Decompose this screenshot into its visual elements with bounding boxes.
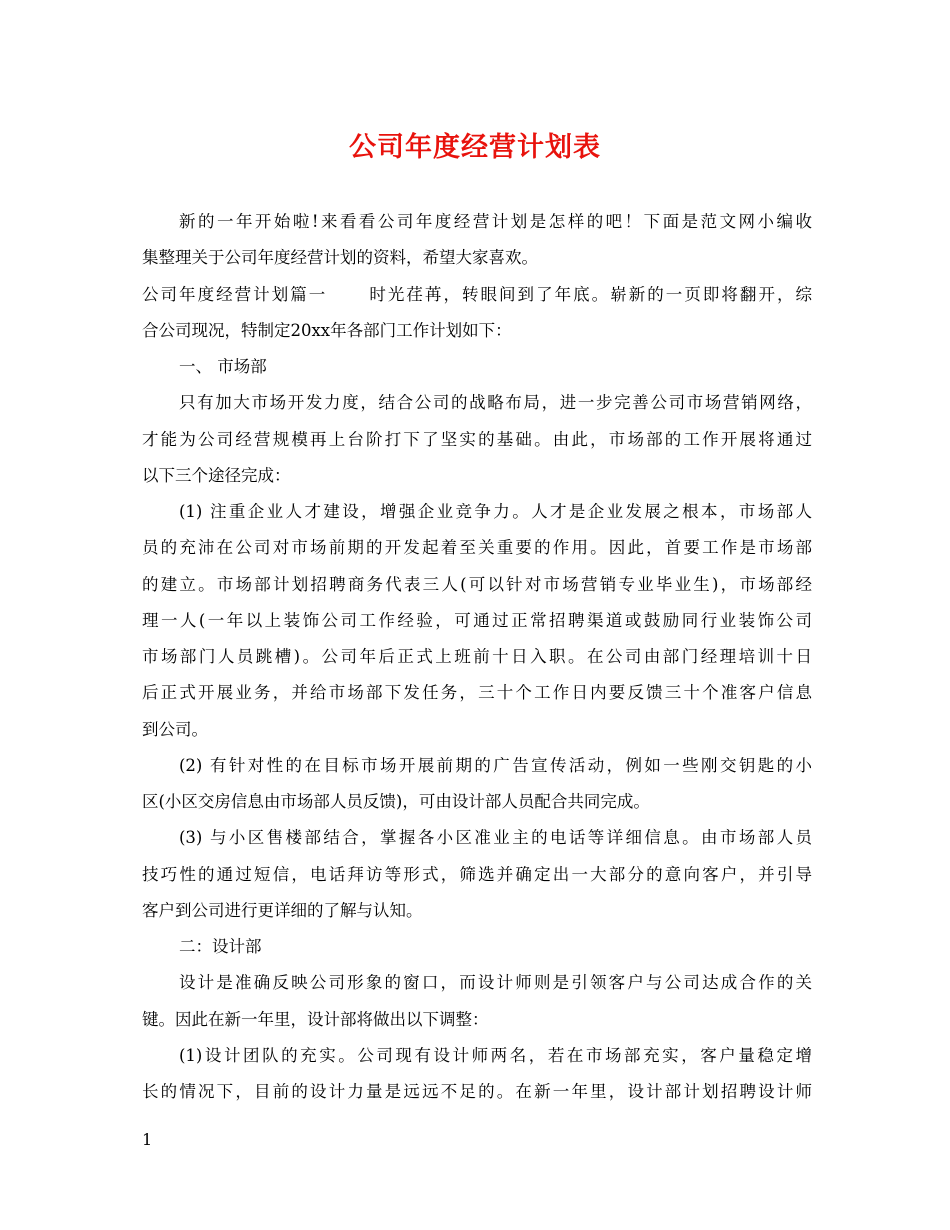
paragraph-line: 才能为公司经营规模再上台阶打下了坚实的基础。由此，市场部的工作开展将通过 [142,429,812,449]
paragraph-line: 区(小区交房信息由市场部人员反馈)，可由设计部人员配合共同完成。 [142,792,650,811]
paragraph-line: 员的充沛在公司对市场前期的开发起着至关重要的作用。因此，首要工作是市场部 [142,538,812,558]
paragraph-line: 设计是准确反映公司形象的窗口，而设计师则是引领客户与公司达成合作的关 [179,973,812,993]
page-number: 1 [142,1130,153,1149]
paragraph-line: (3) 与小区售楼部结合，掌握各小区准业主的电话等详细信息。由市场部人员 [179,828,812,848]
paragraph-line: (1) 注重企业人才建设，增强企业竞争力。人才是企业发展之根本，市场部人 [179,502,812,521]
document-title: 公司年度经营计划表 [349,132,601,163]
paragraph-line: 合公司现况，特制定20xx年各部门工作计划如下： [142,320,512,340]
section-heading: 二：设计部 [179,937,262,956]
paragraph-line: 市场部门人员跳槽)。公司年后正式上班前十日入职。在公司由部门经理培训十日 [142,647,812,666]
section-heading: 公司年度经营计划篇一 [142,284,328,304]
paragraph-line: 长的情况下，目前的设计力量是远远不足的。在新一年里，设计部计划招聘设计师 [142,1082,812,1101]
paragraph-line: 集整理关于公司年度经营计划的资料，希望大家喜欢。 [142,248,538,268]
paragraph-line: 只有加大市场开发力度，结合公司的战略布局，进一步完善公司市场营销网络， [179,393,812,413]
paragraph-line: 以下三个途径完成： [142,465,291,485]
paragraph-line: 到公司。 [142,719,208,739]
paragraph-line: 的建立。市场部计划招聘商务代表三人(可以针对市场营销专业毕业生)，市场部经 [142,574,812,594]
paragraph-line: 理一人(一年以上装饰公司工作经验，可通过正常招聘渠道或鼓励同行业装饰公司 [142,610,812,630]
document-body [142,204,812,1110]
paragraph-line: 新的一年开始啦!来看看公司年度经营计划是怎样的吧！下面是范文网小编收 [179,212,812,231]
paragraph-line: 客户到公司进行更详细的了解与认知。 [142,900,423,920]
paragraph-line [142,277,812,313]
section-heading: 一、 市场部 [179,357,267,376]
paragraph-text: 时光荏苒，转眼间到了年底。崭新的一页即将翻开，综 [367,284,812,304]
paragraph-line: 键。因此在新一年里，设计部将做出以下调整： [142,1009,489,1029]
paragraph-line: (2) 有针对性的在目标市场开展前期的广告宣传活动，例如一些刚交钥匙的小 [179,755,812,775]
paragraph-line: (1)设计团队的充实。公司现有设计师两名，若在市场部充实，客户量稳定增 [179,1045,812,1065]
paragraph-line: 后正式开展业务，并给市场部下发任务，三十个工作日内要反馈三十个准客户信息 [142,683,812,703]
paragraph-line: 技巧性的通过短信，电话拜访等形式，筛选并确定出一大部分的意向客户，并引导 [142,864,812,884]
